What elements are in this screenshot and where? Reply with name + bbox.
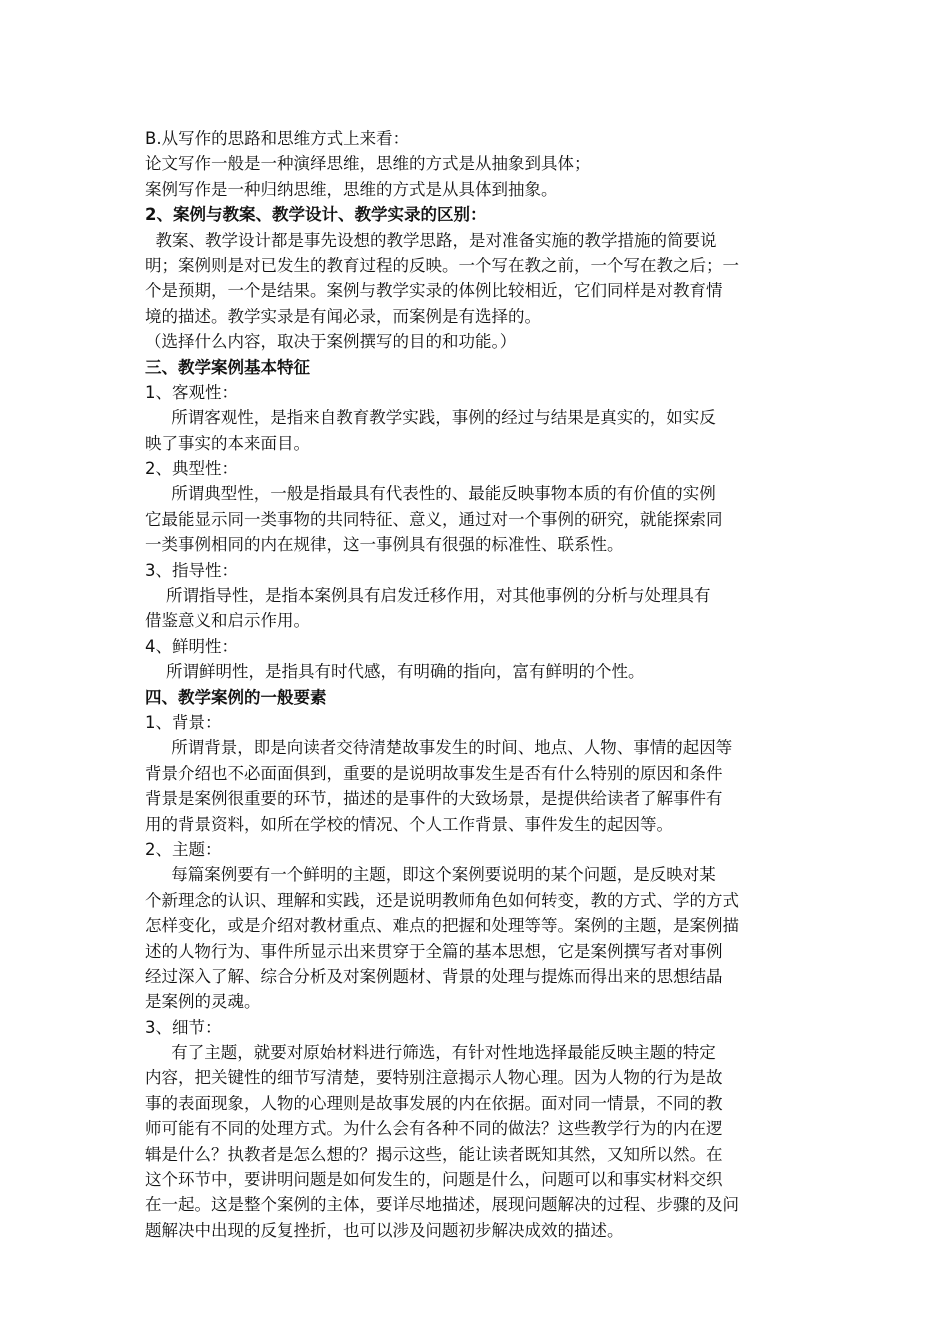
item-label: B.从写作的思路和思维方式上来看： <box>145 129 410 148</box>
paragraph-line: 所谓背景，即是向读者交待清楚故事发生的时间、地点、人物、事情的起因等 <box>145 738 733 758</box>
item-label: 1、背景： <box>145 712 222 732</box>
item-label: 1、客观性： <box>145 382 238 402</box>
paragraph-line: 述的人物行为、事件所显示出来贯穿于全篇的基本思想，它是案例撰写者对事例 <box>145 941 723 961</box>
item-label: 3、指导性： <box>145 560 238 580</box>
document-body <box>145 126 815 1243</box>
item-label: 2、主题： <box>145 839 222 859</box>
paragraph-line: 映了事实的本来面目。 <box>145 433 310 453</box>
paragraph-line: 它最能显示同一类事物的共同特征、意义，通过对一个事例的研究，就能探索同 <box>145 509 723 529</box>
paragraph-line: 所谓指导性，是指本案例具有启发迁移作用，对其他事例的分析与处理具有 <box>145 586 711 606</box>
paragraph-line: 教案、教学设计都是事先设想的教学思路，是对准备实施的教学措施的简要说 <box>145 230 717 250</box>
paragraph-line: 经过深入了解、综合分析及对案例题材、背景的处理与提炼而得出来的思想结晶 <box>145 966 723 986</box>
paragraph-line: 一类事例相同的内在规律，这一事例具有很强的标准性、联系性。 <box>145 535 624 555</box>
paragraph-line: 在一起。这是整个案例的主体，要详尽地描述，展现问题解决的过程、步骤的及问 <box>145 1195 739 1215</box>
paragraph-line: 是案例的灵魂。 <box>145 992 261 1012</box>
paragraph-line: 背景介绍也不必面面俱到，重要的是说明故事发生是否有什么特别的原因和条件 <box>145 763 723 783</box>
item-label: 3、细节： <box>145 1017 222 1037</box>
paragraph-line: 所谓典型性，一般是指最具有代表性的、最能反映事物本质的有价值的实例 <box>145 484 716 504</box>
paragraph-line: （选择什么内容，取决于案例撰写的目的和功能。） <box>145 332 517 352</box>
paragraph-line: 个新理念的认识、理解和实践，还是说明教师角色如何转变，教的方式、学的方式 <box>145 890 739 910</box>
paragraph-line: 师可能有不同的处理方式。为什么会有各种不同的做法？这些教学行为的内在逻 <box>145 1119 723 1139</box>
paragraph-line: 所谓客观性，是指来自教育教学实践，事例的经过与结果是真实的，如实反 <box>145 408 716 428</box>
paragraph-line: 明；案例则是对已发生的教育过程的反映。一个写在教之前，一个写在教之后；一 <box>145 255 739 275</box>
paragraph-line: 背景是案例很重要的环节，描述的是事件的大致场景，是提供给读者了解事件有 <box>145 789 723 809</box>
paragraph-line: 所谓鲜明性，是指具有时代感，有明确的指向，富有鲜明的个性。 <box>145 662 645 682</box>
paragraph-line: 案例写作是一种归纳思维，思维的方式是从具体到抽象。 <box>145 179 558 199</box>
section-heading: 2、案例与教案、教学设计、教学实录的区别： <box>145 205 487 225</box>
paragraph-line: 用的背景资料，如所在学校的情况、个人工作背景、事件发生的起因等。 <box>145 814 673 834</box>
paragraph-line: 题解决中出现的反复挫折，也可以涉及问题初步解决成效的描述。 <box>145 1220 624 1240</box>
paragraph-line: 每篇案例要有一个鲜明的主题，即这个案例要说明的某个问题，是反映对某 <box>145 865 716 885</box>
section-heading: 三、教学案例基本特征 <box>145 357 310 377</box>
paragraph-line: 这个环节中，要讲明问题是如何发生的，问题是什么，问题可以和事实材料交织 <box>145 1170 723 1190</box>
paragraph-line: 论文写作一般是一种演绎思维，思维的方式是从抽象到具体； <box>145 154 591 174</box>
paragraph-line: 内容，把关键性的细节写清楚，要特别注意揭示人物心理。因为人物的行为是故 <box>145 1068 723 1088</box>
item-label: 4、鲜明性： <box>145 636 238 656</box>
section-heading: 四、教学案例的一般要素 <box>145 687 327 707</box>
paragraph-line: 借鉴意义和启示作用。 <box>145 611 310 631</box>
paragraph-line: 辑是什么？执教者是怎么想的？揭示这些，能让读者既知其然，又知所以然。在 <box>145 1144 723 1164</box>
paragraph-line: 境的描述。教学实录是有闻必录，而案例是有选择的。 <box>145 306 541 326</box>
paragraph-line: 事的表面现象，人物的心理则是故事发展的内在依据。面对同一情景，不同的教 <box>145 1093 723 1113</box>
paragraph-line: 怎样变化，或是介绍对教材重点、难点的把握和处理等等。案例的主题，是案例描 <box>145 916 739 936</box>
item-label: 2、典型性： <box>145 459 238 479</box>
paragraph-line: 有了主题，就要对原始材料进行筛选，有针对性地选择最能反映主题的特定 <box>145 1043 716 1063</box>
paragraph-line: 个是预期，一个是结果。案例与教学实录的体例比较相近，它们同样是对教育情 <box>145 281 723 301</box>
